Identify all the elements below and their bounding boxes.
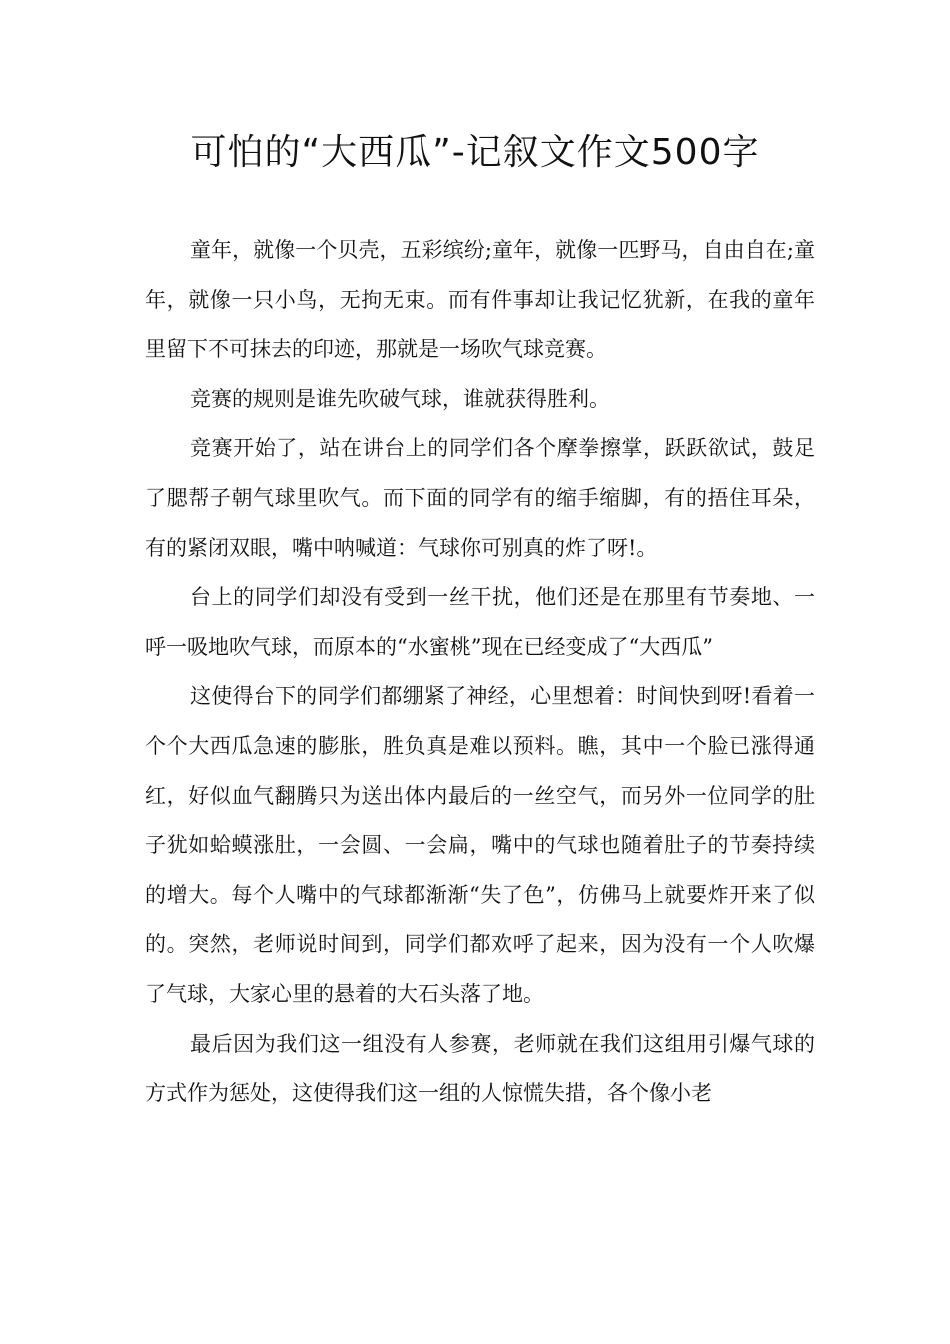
paragraph: 最后因为我们这一组没有人参赛，老师就在我们这组用引爆气球的方式作为惩处，这使得我们这一组的人惊慌失措，各个像小老 [145, 1031, 815, 1106]
document-title: 可怕的“大西瓜”-记叙文作文500字 [190, 132, 760, 173]
paragraph: 竞赛开始了，站在讲台上的同学们各个摩拳擦掌，跃跃欲试，鼓足了腮帮子朝气球里吹气。而下面的同学有的缩手缩脚，有的捂住耳朵，有的紧闭双眼，嘴中呐喊道：气球你可别真的炸了呀!。 [145, 436, 815, 560]
paragraph: 童年，就像一个贝壳，五彩缤纷;童年，就像一匹野马，自由自在;童年，就像一只小鸟，无拘无束。而有件事却让我记忆犹新，在我的童年里留下不可抹去的印迹，那就是一场吹气球竞赛。 [145, 238, 815, 362]
paragraph: 这使得台下的同学们都绷紧了神经，心里想着：时间快到呀!看着一个个大西瓜急速的膨胀，胜负真是难以预料。瞧，其中一个脸已涨得通红，好似血气翻腾只为送出体内最后的一丝空气，而另外一位同学的肚子犹如蛤蟆涨肚，一会圆、一会扁，嘴中的气球也随着肚子的节奏持续的增大。每个人嘴中的气球都渐渐“失了色”，仿佛马上就要炸开来了似的。突然，老师说时间到，同学们都欢呼了起来，因为没有一个人吹爆了气球，大家心里的悬着的大石头落了地。 [145, 684, 815, 1006]
paragraph: 台上的同学们却没有受到一丝干扰，他们还是在那里有节奏地、一呼一吸地吹气球，而原本的“水蜜桃”现在已经变成了“大西瓜” [145, 585, 815, 659]
document-body [145, 226, 815, 1119]
paragraph: 竞赛的规则是谁先吹破气球，谁就获得胜利。 [190, 386, 610, 411]
